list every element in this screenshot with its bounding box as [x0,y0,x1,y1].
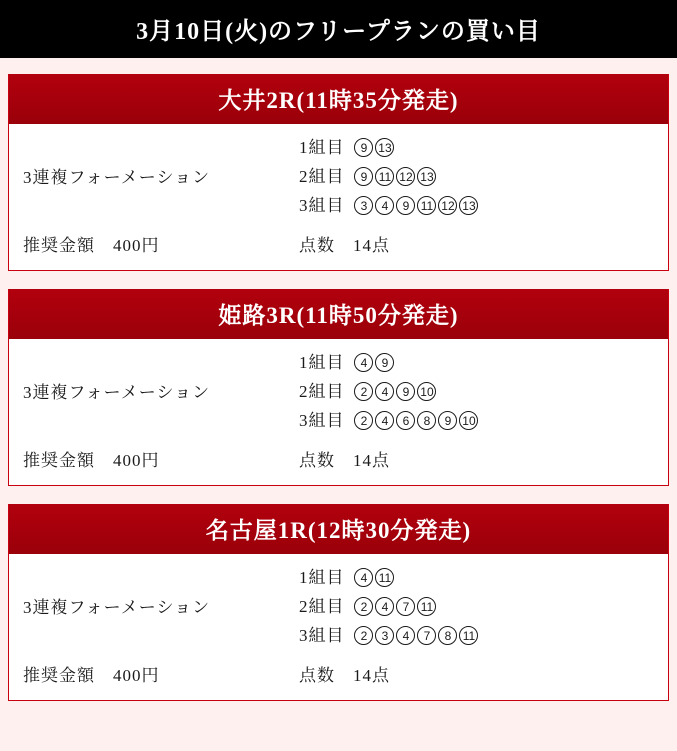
group-row [299,568,668,597]
group-row [299,353,668,382]
group-label: 1組目 [298,353,345,372]
horse-number-list [354,597,436,616]
race-block [8,289,669,486]
horse-number-list [354,626,478,645]
race-body [9,339,668,485]
points-label: 点数 [298,236,335,255]
points-value: 14点 [352,666,390,685]
race-left-column [9,124,299,270]
race-right-column [299,554,668,700]
horse-number: 13 [459,196,478,215]
horse-number: 9 [396,196,415,215]
race-right-column [299,339,668,485]
points-label: 点数 [298,666,335,685]
race-body [9,554,668,700]
horse-number: 4 [375,196,394,215]
group-row [299,138,668,167]
race-list [0,74,677,701]
horse-number: 2 [354,597,373,616]
horse-number: 9 [354,167,373,186]
page-title: 3月10日(火)のフリープランの買い目 [0,0,677,58]
race-left-column [9,339,299,485]
horse-number: 4 [375,597,394,616]
horse-number-list [354,568,394,587]
horse-number: 9 [438,411,457,430]
race-title: 名古屋1R(12時30分発走) [9,504,668,554]
horse-number-list [354,138,394,157]
bet-type-label: 3連複フォーメーション [23,382,211,402]
points-value: 14点 [352,236,390,255]
recommended-amount-label: 推奨金額 [23,451,95,470]
group-label: 1組目 [298,138,345,157]
horse-number: 7 [396,597,415,616]
horse-number: 10 [459,411,478,430]
horse-number: 11 [417,597,436,616]
horse-number: 8 [438,626,457,645]
group-row [299,626,668,655]
horse-number: 4 [396,626,415,645]
race-block [8,74,669,271]
points-row [299,440,668,477]
group-label: 1組目 [298,568,345,587]
bet-type-label: 3連複フォーメーション [23,597,211,617]
race-body [9,124,668,270]
horse-number-list [354,382,436,401]
group-label: 3組目 [298,411,345,430]
horse-number: 2 [354,382,373,401]
horse-number: 13 [375,138,394,157]
group-label: 2組目 [298,597,345,616]
group-label: 2組目 [298,167,345,186]
group-label: 3組目 [298,626,345,645]
horse-number: 9 [354,138,373,157]
recommended-amount-value: 400円 [113,451,160,470]
horse-number: 4 [354,353,373,372]
group-row [299,167,668,196]
race-block [8,504,669,701]
horse-number: 10 [417,382,436,401]
horse-number: 13 [417,167,436,186]
recommended-amount-label: 推奨金額 [23,666,95,685]
recommended-amount-value: 400円 [113,666,160,685]
horse-number: 8 [417,411,436,430]
horse-number-list [354,196,478,215]
horse-number: 9 [375,353,394,372]
horse-number: 4 [354,568,373,587]
horse-number: 12 [438,196,457,215]
group-row [299,196,668,225]
horse-number: 11 [459,626,478,645]
points-row [299,225,668,262]
recommended-amount-row [9,446,299,485]
points-label: 点数 [298,451,335,470]
race-left-column [9,554,299,700]
recommended-amount-value: 400円 [113,236,160,255]
points-row [299,655,668,692]
horse-number: 11 [375,167,394,186]
horse-number: 2 [354,411,373,430]
horse-number: 6 [396,411,415,430]
horse-number-list [354,353,394,372]
horse-number: 11 [375,568,394,587]
points-value: 14点 [352,451,390,470]
race-right-column [299,124,668,270]
horse-number-list [354,167,436,186]
horse-number-list [354,411,478,430]
horse-number: 12 [396,167,415,186]
horse-number: 3 [354,196,373,215]
horse-number: 4 [375,382,394,401]
horse-number: 9 [396,382,415,401]
horse-number: 2 [354,626,373,645]
horse-number: 11 [417,196,436,215]
race-title: 姫路3R(11時50分発走) [9,289,668,339]
group-row [299,411,668,440]
bet-type-label: 3連複フォーメーション [23,167,211,187]
group-label: 3組目 [298,196,345,215]
recommended-amount-row [9,661,299,700]
horse-number: 7 [417,626,436,645]
horse-number: 3 [375,626,394,645]
group-row [299,597,668,626]
recommended-amount-label: 推奨金額 [23,236,95,255]
horse-number: 4 [375,411,394,430]
group-row [299,382,668,411]
recommended-amount-row [9,231,299,270]
race-title: 大井2R(11時35分発走) [9,74,668,124]
group-label: 2組目 [298,382,345,401]
